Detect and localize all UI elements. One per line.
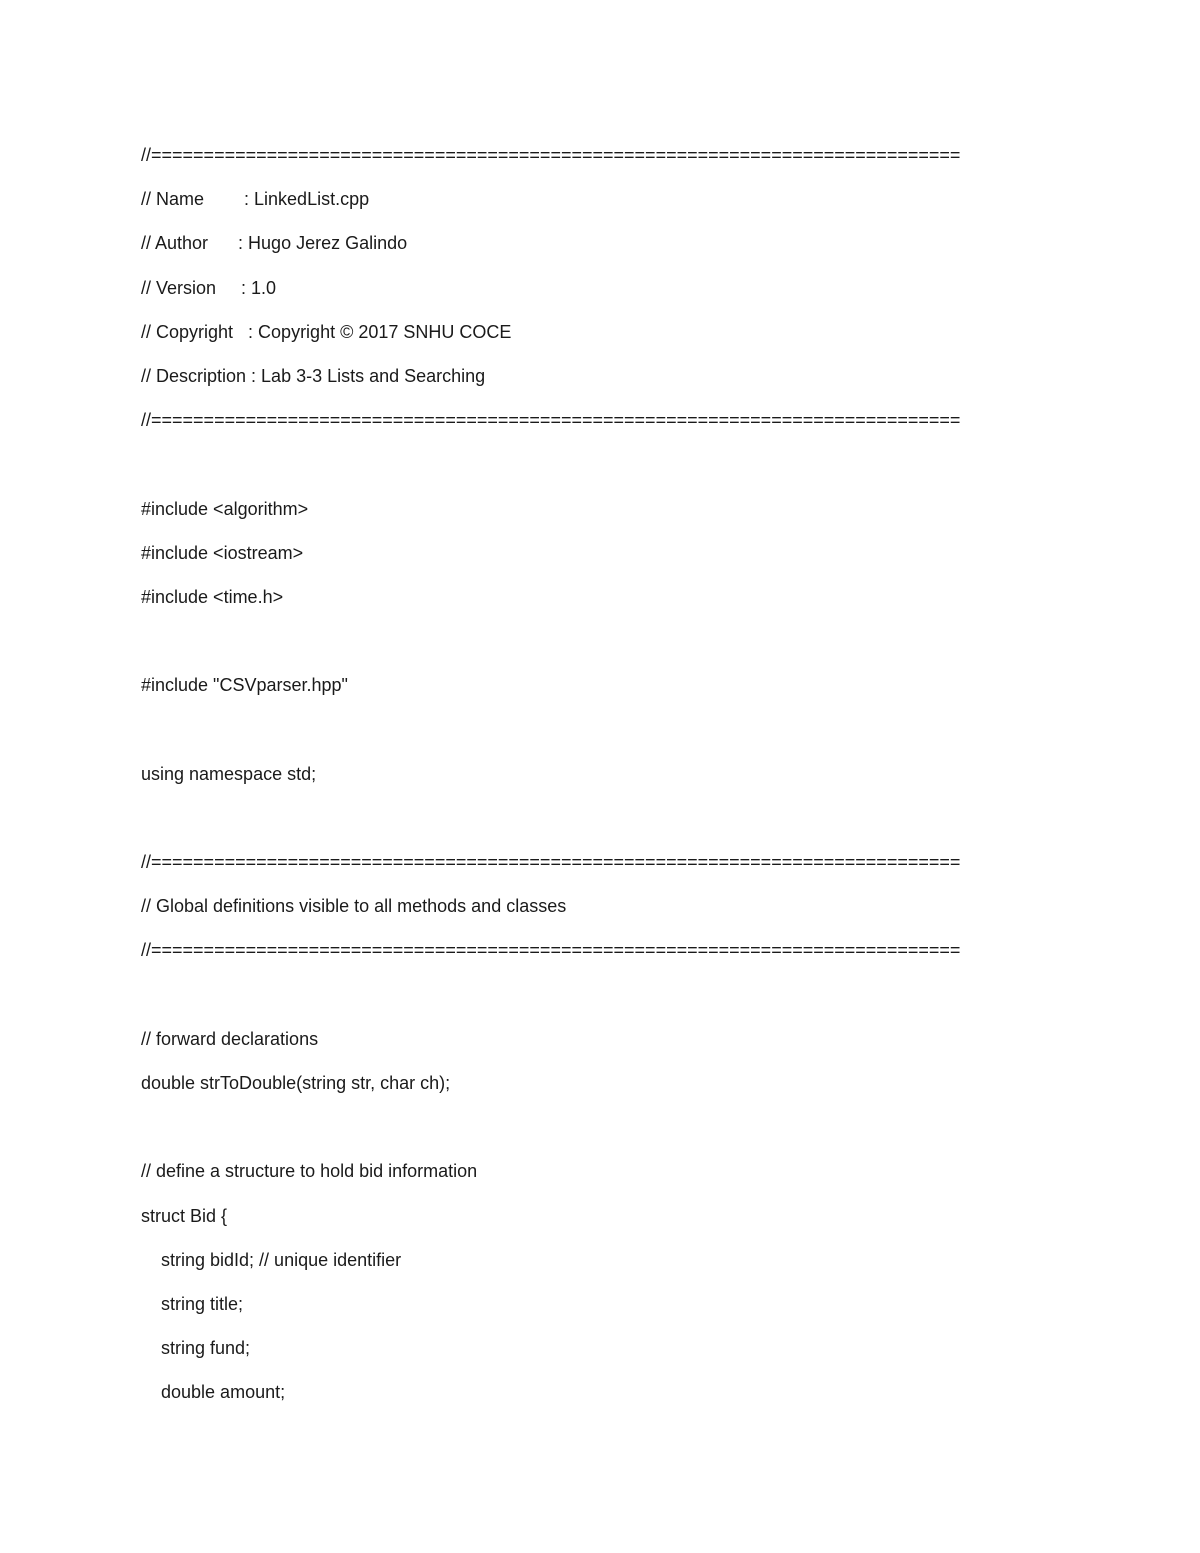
blank-line <box>141 452 1041 496</box>
header-comment-name: // Name : LinkedList.cpp <box>141 189 370 210</box>
separator-line: //============================================================================= <box>141 410 961 431</box>
blank-line <box>141 629 1041 673</box>
forward-declarations-comment: // forward declarations <box>141 1028 319 1049</box>
header-comment-copyright: // Copyright : Copyright © 2017 SNHU COCE <box>141 321 512 342</box>
header-comment-description: // Description : Lab 3-3 Lists and Searching <box>141 365 486 386</box>
header-comment-author: // Author : Hugo Jerez Galindo <box>141 233 408 254</box>
separator-line: //============================================================================= <box>141 940 961 961</box>
struct-field-line: string bidId; // unique identifier <box>141 1249 402 1270</box>
include-line: #include <algorithm> <box>141 498 309 519</box>
code-listing <box>141 143 1041 1424</box>
using-namespace-line: using namespace std; <box>141 763 317 784</box>
separator-line: //============================================================================= <box>141 145 961 165</box>
blank-line <box>141 1115 1041 1159</box>
include-line: #include <time.h> <box>141 586 284 607</box>
struct-field-line: string fund; <box>141 1338 251 1359</box>
struct-comment: // define a structure to hold bid information <box>141 1161 478 1182</box>
struct-field-line: double amount; <box>141 1382 286 1403</box>
global-definitions-comment: // Global definitions visible to all methods and classes <box>141 896 567 917</box>
blank-line <box>141 717 1041 761</box>
function-declaration-line: double strToDouble(string str, char ch); <box>141 1072 451 1093</box>
include-line: #include <iostream> <box>141 542 304 563</box>
header-comment-version: // Version : 1.0 <box>141 277 277 298</box>
struct-declaration-line: struct Bid { <box>141 1205 228 1226</box>
blank-line <box>141 983 1041 1027</box>
struct-field-line: string title; <box>141 1293 244 1314</box>
separator-line: //============================================================================= <box>141 852 961 872</box>
blank-line <box>141 806 1041 850</box>
include-line: #include "CSVparser.hpp" <box>141 675 348 696</box>
